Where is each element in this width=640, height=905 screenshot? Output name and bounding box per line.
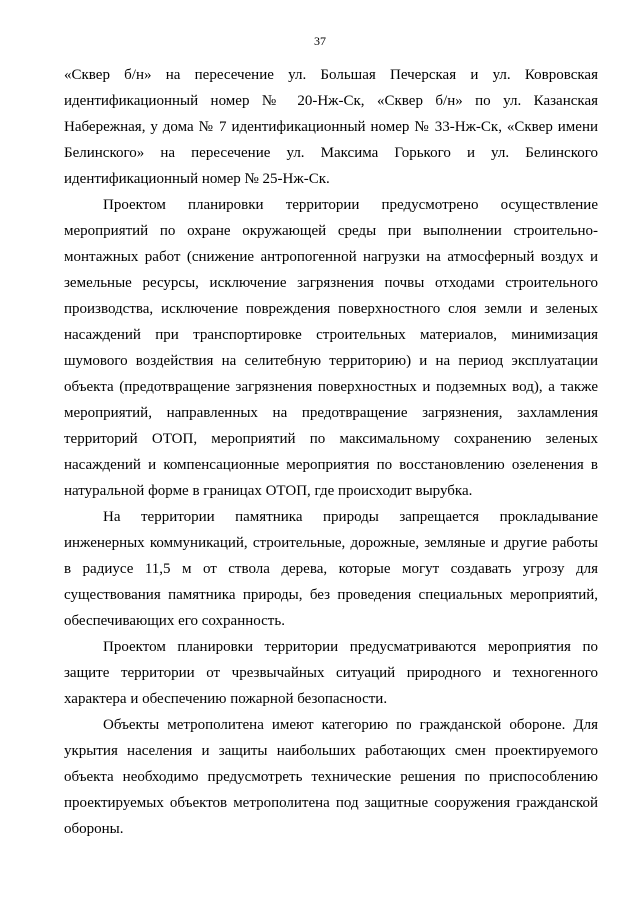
paragraph-natural-monument: На территории памятника природы запрещается прокладывание инженерных коммуникаций, строительные, дорожные, земляные и другие работы в радиусе 11,5 м от ствола дерева, которые могут создавать угрозу для существования памятника природы, без проведения специальных мероприятий, обеспечивающих его сохранность. <box>64 509 598 629</box>
paragraph-continuation: «Сквер б/н» на пересечение ул. Большая Печерская и ул. Ковровская идентификационный номер № 20-Нж-Ск, «Сквер б/н» по ул. Казанская Набережная, у дома № 7 идентификационный номер № 33-Нж-Ск, «Сквер имени Белинского» на пересечение ул. Максима Горького и ул. Белинского идентификационный номер № 25-Нж-Ск. <box>64 67 598 187</box>
body-text <box>64 62 598 842</box>
page-number: 37 <box>314 34 326 48</box>
paragraph-civil-defense: Объекты метрополитена имеют категорию по гражданской обороне. Для укрытия населения и защиты наибольших работающих смен проектируемого объекта необходимо предусмотреть технические решения по приспособлению проектируемых объектов метрополитена под защитные сооружения гражданской обороны. <box>64 717 598 837</box>
paragraph-emergency-protection: Проектом планировки территории предусматриваются мероприятия по защите территории от чрезвычайных ситуаций природного и техногенного характера и обеспечению пожарной безопасности. <box>64 639 598 707</box>
paragraph-environmental-measures: Проектом планировки территории предусмотрено осуществление мероприятий по охране окружающей среды при выполнении строительно-монтажных работ (снижение антропогенной нагрузки на атмосферный воздух и земельные ресурсы, исключение загрязнения почвы отходами строительного производства, исключение повреждения поверхностного слоя земли и зеленых насаждений при транспортировке строительных материалов, минимизация шумового воздействия на селитебную территорию) и на период эксплуатации объекта (предотвращение загрязнения поверхностных и подземных вод), а также мероприятий, направленных на предотвращение загрязнения, захламления территорий ОТОП, мероприятий по максимальному сохранению зеленых насаждений и компенсационные мероприятия по восстановлению озеленения в натуральной форме в границах ОТОП, где происходит вырубка. <box>64 197 598 499</box>
